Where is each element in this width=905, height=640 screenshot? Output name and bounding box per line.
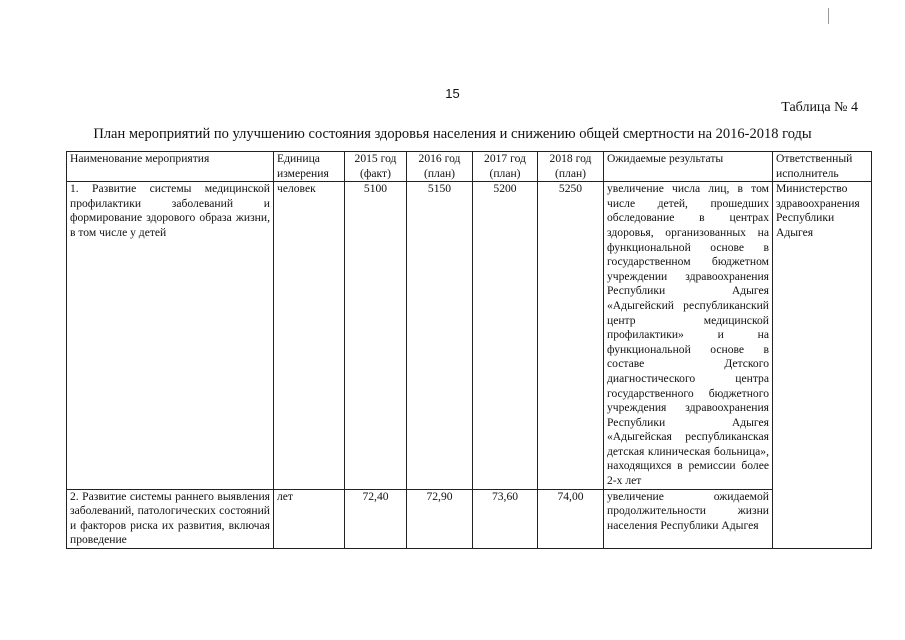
- header-2015: [345, 152, 407, 182]
- header-executor: [773, 152, 872, 182]
- row-unit: человек: [274, 182, 345, 489]
- row-value-2017: 5200: [473, 182, 538, 489]
- header-2016-line2: (план): [423, 166, 456, 180]
- row-value-2015: 72,40: [345, 489, 407, 548]
- table-row: [67, 489, 872, 548]
- row-result: увеличение числа лиц, в том числе детей, прошедших обследование в центрах здоровья, организованных на функциональной основе в государственном бюджетном учреждении здравоохранения Республики Адыгея «Адыгейский республиканский центр медицинской профилактики» и на функциональной основе в составе Детского диагностического центра государственного бюджетного учреждения здравоохранения Республики Адыгея «Адыгейская республиканская детская клиническая больница», находящихся в ремиссии более 2-х лет: [604, 182, 773, 489]
- row-value-2018: 74,00: [538, 489, 604, 548]
- row-name: 1. Развитие системы медицинской профилактики заболеваний и формирование здорового образа жизни, в том числе у детей: [67, 182, 274, 489]
- row-executor: Министерство здравоохранения Республики Адыгея: [773, 182, 872, 549]
- document-title: План мероприятий по улучшению состояния здоровья населения и снижению общей смертности на 2016-2018 годы: [93, 126, 812, 142]
- header-row: [67, 152, 872, 182]
- header-2017-line2: (план): [489, 166, 521, 180]
- header-2015-line2: (факт): [360, 166, 391, 180]
- header-2015-line1: 2015 год: [354, 152, 397, 165]
- header-2016-line1: 2016 год: [418, 152, 461, 165]
- header-name: Наименование мероприятия: [67, 152, 274, 182]
- row-result: увеличение ожидаемой продолжительности жизни населения Республики Адыгея: [604, 489, 773, 548]
- header-unit-line1: Единица: [277, 152, 320, 165]
- header-2016: [407, 152, 473, 182]
- page-number: 15: [445, 86, 460, 101]
- header-2017-line1: 2017 год: [484, 152, 526, 165]
- header-2017: [473, 152, 538, 182]
- header-2018-line1: 2018 год: [549, 152, 592, 165]
- header-2018-line2: (план): [554, 166, 587, 180]
- row-value-2018: 5250: [538, 182, 604, 489]
- row-value-2017: 73,60: [473, 489, 538, 548]
- table-label: Таблица № 4: [781, 100, 858, 115]
- header-unit: [274, 152, 345, 182]
- header-executor-line2: исполнитель: [776, 166, 839, 180]
- row-value-2015: 5100: [345, 182, 407, 489]
- row-name: 2. Развитие системы раннего выявления заболеваний, патологических состояний и факторов риска их развития, включая проведение: [67, 489, 274, 548]
- header-2018: [538, 152, 604, 182]
- header-executor-line1: Ответственный: [776, 152, 853, 165]
- row-value-2016: 72,90: [407, 489, 473, 548]
- row-unit: лет: [274, 489, 345, 548]
- table-row: [67, 182, 872, 489]
- measures-table: [66, 151, 872, 549]
- row-value-2016: 5150: [407, 182, 473, 489]
- header-results: Ожидаемые результаты: [604, 152, 773, 182]
- scan-edge-mark: [828, 8, 829, 24]
- header-unit-line2: измерения: [277, 166, 329, 180]
